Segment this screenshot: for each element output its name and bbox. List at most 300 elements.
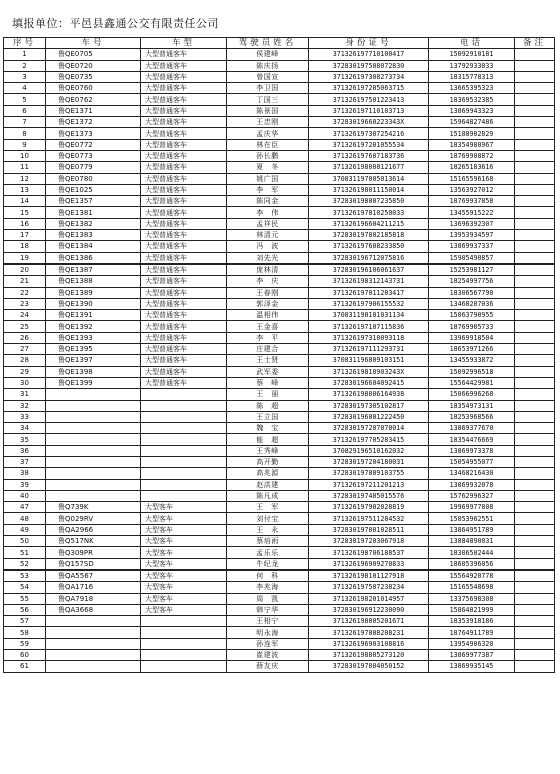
row-id-number: 372830196801222450	[309, 411, 429, 422]
row-remark	[515, 287, 555, 298]
row-phone: 18769905733	[429, 321, 515, 332]
row-phone: 13954906320	[429, 638, 515, 649]
row-driver-name: 孟祥民	[227, 218, 309, 229]
table-row	[4, 479, 555, 490]
row-id-number: 372830196712075816	[309, 252, 429, 264]
row-plate: 鲁Q739K	[46, 502, 141, 513]
row-phone: 18315778313	[429, 71, 515, 82]
row-plate	[46, 400, 141, 411]
table-row	[4, 423, 555, 434]
row-id-number: 371326197205063715	[309, 83, 429, 94]
row-phone: 13455933872	[429, 355, 515, 366]
row-vehicle-type: 大型普通客车	[141, 49, 227, 60]
row-id-number: 371326197110103713	[309, 105, 429, 116]
table-row	[4, 241, 555, 252]
row-remark	[515, 366, 555, 377]
row-plate	[46, 456, 141, 467]
row-id-number: 371326198005201671	[309, 616, 429, 627]
row-id-number: 371326197808208231	[309, 627, 429, 638]
row-vehicle-type	[141, 434, 227, 445]
row-vehicle-type	[141, 638, 227, 649]
row-id-number: 371326198312143731	[309, 276, 429, 287]
row-vehicle-type: 大型普通客车	[141, 60, 227, 71]
table-row	[4, 377, 555, 388]
row-driver-name: 侯建峰	[227, 49, 309, 60]
row-driver-name: 明永海	[227, 627, 309, 638]
row-vehicle-type: 大型普通客车	[141, 355, 227, 366]
row-remark	[515, 276, 555, 287]
row-remark	[515, 389, 555, 400]
row-vehicle-type	[141, 423, 227, 434]
row-seq: 14	[4, 196, 46, 207]
table-row	[4, 513, 555, 524]
row-driver-name: 李兆海	[227, 582, 309, 593]
row-remark	[515, 310, 555, 321]
table-row	[4, 582, 555, 593]
row-driver-name: 高开勤	[227, 456, 309, 467]
row-plate	[46, 490, 141, 501]
row-vehicle-type: 大型普通客车	[141, 321, 227, 332]
row-plate: 鲁QE1383	[46, 230, 141, 241]
row-driver-name: 王忠刚	[227, 117, 309, 128]
row-id-number: 37283019660223343X	[309, 117, 429, 128]
row-seq: 22	[4, 287, 46, 298]
row-seq: 26	[4, 332, 46, 343]
row-seq: 54	[4, 582, 46, 593]
row-phone: 13468216430	[429, 468, 515, 479]
row-driver-name: 高兆源	[227, 468, 309, 479]
row-remark	[515, 83, 555, 94]
header-driver-name: 驾驶员姓名	[227, 38, 309, 49]
row-driver-name: 郭泽金	[227, 298, 309, 309]
row-phone: 15564920778	[429, 570, 515, 582]
row-remark	[515, 411, 555, 422]
row-plate: 鲁QE1391	[46, 310, 141, 321]
row-seq: 11	[4, 162, 46, 173]
row-driver-name: 王 军	[227, 502, 309, 513]
row-seq: 39	[4, 479, 46, 490]
row-plate: 鲁QE0760	[46, 83, 141, 94]
row-driver-name: 陈凡成	[227, 490, 309, 501]
row-id-number: 371326196909270833	[309, 558, 429, 570]
table-row	[4, 310, 555, 321]
row-vehicle-type: 大型普通客车	[141, 252, 227, 264]
row-id-number: 371326197201055534	[309, 139, 429, 150]
row-vehicle-type: 大型客车	[141, 547, 227, 558]
row-phone: 15165596168	[429, 173, 515, 184]
row-seq: 20	[4, 264, 46, 276]
row-plate: 鲁QE1372	[46, 117, 141, 128]
row-driver-name: 孙长鹏	[227, 150, 309, 161]
row-phone: 18354973131	[429, 400, 515, 411]
row-driver-name: 孟乐乐	[227, 547, 309, 558]
table-row	[4, 321, 555, 332]
row-id-number: 371326198805273120	[309, 650, 429, 661]
row-driver-name: 韩宁华	[227, 604, 309, 615]
row-id-number: 371326196903108816	[309, 638, 429, 649]
row-seq: 21	[4, 276, 46, 287]
row-driver-name: 刘付宝	[227, 513, 309, 524]
row-id-number: 371326198011150014	[309, 184, 429, 195]
row-plate	[46, 389, 141, 400]
row-id-number: 372830197204180031	[309, 456, 429, 467]
row-vehicle-type: 大型普通客车	[141, 298, 227, 309]
row-vehicle-type	[141, 400, 227, 411]
row-remark	[515, 479, 555, 490]
row-driver-name: 陈庆扬	[227, 60, 309, 71]
row-seq: 31	[4, 389, 46, 400]
row-seq: 8	[4, 128, 46, 139]
row-phone: 13869943323	[429, 105, 515, 116]
row-phone: 13665395323	[429, 83, 515, 94]
row-seq: 4	[4, 83, 46, 94]
row-id-number: 371326198706188537	[309, 547, 429, 558]
row-remark	[515, 321, 555, 332]
row-plate: 鲁QE1399	[46, 377, 141, 388]
row-plate: 鲁QE0735	[46, 71, 141, 82]
row-phone: 18354476669	[429, 434, 515, 445]
row-phone: 18265183616	[429, 162, 515, 173]
row-id-number: 371326196604211215	[309, 218, 429, 229]
row-vehicle-type: 大型普通客车	[141, 287, 227, 298]
row-phone: 18353918186	[429, 616, 515, 627]
row-id-number: 371326197307254216	[309, 128, 429, 139]
row-phone: 15054955077	[429, 456, 515, 467]
header-plate: 车号	[46, 38, 141, 49]
row-phone: 15564429981	[429, 377, 515, 388]
row-id-number: 372830197004050152	[309, 661, 429, 672]
row-remark	[515, 593, 555, 604]
row-driver-name: 赵洪建	[227, 479, 309, 490]
row-remark	[515, 60, 555, 71]
row-id-number: 371326197705283415	[309, 434, 429, 445]
table-row	[4, 298, 555, 309]
table-row	[4, 128, 555, 139]
row-vehicle-type: 大型客车	[141, 536, 227, 547]
roster-table	[3, 37, 555, 673]
table-row	[4, 207, 555, 218]
row-driver-name: 夏 冬	[227, 162, 309, 173]
row-id-number: 371326197107115836	[309, 321, 429, 332]
row-remark	[515, 355, 555, 366]
row-seq: 16	[4, 218, 46, 229]
row-remark	[515, 490, 555, 501]
row-remark	[515, 627, 555, 638]
row-phone: 18605396056	[429, 558, 515, 570]
row-id-number: 371326197608233850	[309, 241, 429, 252]
row-seq: 57	[4, 616, 46, 627]
row-remark	[515, 650, 555, 661]
row-phone: 13864951789	[429, 524, 515, 535]
row-seq: 38	[4, 468, 46, 479]
row-id-number: 370831196809103151	[309, 355, 429, 366]
row-remark	[515, 150, 555, 161]
row-vehicle-type: 大型普通客车	[141, 162, 227, 173]
row-vehicle-type: 大型客车	[141, 558, 227, 570]
header-remark: 备注	[515, 38, 555, 49]
table-row	[4, 344, 555, 355]
row-plate	[46, 638, 141, 649]
row-id-number: 372830197508072830	[309, 60, 429, 71]
header-phone: 电话	[429, 38, 515, 49]
row-remark	[515, 638, 555, 649]
row-phone: 15188902829	[429, 128, 515, 139]
row-phone: 18253968566	[429, 411, 515, 422]
row-driver-name: 王金喜	[227, 321, 309, 332]
row-plate	[46, 411, 141, 422]
row-driver-name: 李 伟	[227, 207, 309, 218]
table-row	[4, 184, 555, 195]
row-phone: 15053962551	[429, 513, 515, 524]
table-row	[4, 445, 555, 456]
row-phone: 18369532385	[429, 94, 515, 105]
table-row	[4, 71, 555, 82]
table-row	[4, 252, 555, 264]
row-seq: 34	[4, 423, 46, 434]
row-vehicle-type: 大型普通客车	[141, 139, 227, 150]
row-id-number: 371326197111293731	[309, 344, 429, 355]
row-driver-name: 王立国	[227, 411, 309, 422]
row-phone: 18354980967	[429, 139, 515, 150]
row-id-number: 37132619810903243X	[309, 366, 429, 377]
row-vehicle-type: 大型客车	[141, 582, 227, 593]
table-row	[4, 661, 555, 672]
row-seq: 24	[4, 310, 46, 321]
row-vehicle-type: 大型普通客车	[141, 366, 227, 377]
row-remark	[515, 241, 555, 252]
row-phone: 13869937337	[429, 241, 515, 252]
row-driver-name: 林在臣	[227, 139, 309, 150]
row-id-number: 371326197501223413	[309, 94, 429, 105]
row-id-number: 372830197207070014	[309, 423, 429, 434]
row-vehicle-type: 大型普通客车	[141, 310, 227, 321]
row-id-number: 371326198008121677	[309, 162, 429, 173]
row-seq: 6	[4, 105, 46, 116]
row-remark	[515, 105, 555, 116]
row-driver-name: 薛友庆	[227, 661, 309, 672]
row-driver-name: 陈 超	[227, 400, 309, 411]
row-plate: 鲁QE1381	[46, 207, 141, 218]
row-seq: 51	[4, 547, 46, 558]
row-phone: 18653971266	[429, 344, 515, 355]
row-driver-name: 李 军	[227, 184, 309, 195]
table-row	[4, 196, 555, 207]
row-seq: 49	[4, 524, 46, 535]
table-row	[4, 502, 555, 513]
header-seq: 序号	[4, 38, 46, 49]
row-driver-name: 林清元	[227, 230, 309, 241]
row-driver-name: 能 超	[227, 434, 309, 445]
row-plate: 鲁QE0773	[46, 150, 141, 161]
row-remark	[515, 218, 555, 229]
row-id-number: 371326198101127918	[309, 570, 429, 582]
row-plate: 鲁QE1371	[46, 105, 141, 116]
row-plate	[46, 627, 141, 638]
row-seq: 13	[4, 184, 46, 195]
row-seq: 37	[4, 456, 46, 467]
row-vehicle-type	[141, 411, 227, 422]
row-remark	[515, 434, 555, 445]
row-driver-name: 陈同金	[227, 196, 309, 207]
row-id-number: 371326198006164938	[309, 389, 429, 400]
row-remark	[515, 423, 555, 434]
row-plate: 鲁QE1382	[46, 218, 141, 229]
row-phone: 15092910181	[429, 49, 515, 60]
row-id-number: 371326197607183736	[309, 150, 429, 161]
row-phone: 18769908872	[429, 150, 515, 161]
row-seq: 32	[4, 400, 46, 411]
row-seq: 35	[4, 434, 46, 445]
row-remark	[515, 117, 555, 128]
row-seq: 7	[4, 117, 46, 128]
row-driver-name: 崔建波	[227, 650, 309, 661]
row-id-number: 372830197802185818	[309, 230, 429, 241]
row-seq: 5	[4, 94, 46, 105]
row-vehicle-type: 大型普通客车	[141, 105, 227, 116]
row-plate: 鲁Q517NK	[46, 536, 141, 547]
row-seq: 55	[4, 593, 46, 604]
row-vehicle-type: 大型普通客车	[141, 196, 227, 207]
row-seq: 60	[4, 650, 46, 661]
row-seq: 47	[4, 502, 46, 513]
row-phone: 18769937858	[429, 196, 515, 207]
table-row	[4, 287, 555, 298]
row-phone: 15092996518	[429, 366, 515, 377]
row-plate	[46, 445, 141, 456]
row-phone: 15253981127	[429, 264, 515, 276]
table-row	[4, 150, 555, 161]
row-driver-name: 蔡 峰	[227, 377, 309, 388]
table-row	[4, 616, 555, 627]
row-vehicle-type: 大型普通客车	[141, 117, 227, 128]
row-driver-name: 周 凯	[227, 593, 309, 604]
header-id-number: 身份证号	[309, 38, 429, 49]
row-remark	[515, 344, 555, 355]
table-row	[4, 105, 555, 116]
row-vehicle-type	[141, 650, 227, 661]
row-id-number: 372830196604092415	[309, 377, 429, 388]
row-phone: 15905490857	[429, 252, 515, 264]
table-row	[4, 547, 555, 558]
row-vehicle-type: 大型普通客车	[141, 218, 227, 229]
row-remark	[515, 252, 555, 264]
row-plate: 鲁QA5567	[46, 570, 141, 582]
row-vehicle-type	[141, 479, 227, 490]
row-id-number: 371326197011203417	[309, 287, 429, 298]
row-seq: 52	[4, 558, 46, 570]
row-plate: 鲁QE1395	[46, 344, 141, 355]
row-seq: 59	[4, 638, 46, 649]
row-seq: 10	[4, 150, 46, 161]
header-vehicle-type: 车型	[141, 38, 227, 49]
table-row	[4, 524, 555, 535]
row-remark	[515, 128, 555, 139]
row-remark	[515, 162, 555, 173]
row-seq: 12	[4, 173, 46, 184]
row-plate: 鲁QE1373	[46, 128, 141, 139]
table-row	[4, 490, 555, 501]
table-row	[4, 411, 555, 422]
row-seq: 2	[4, 60, 46, 71]
table-row	[4, 49, 555, 60]
row-remark	[515, 264, 555, 276]
row-remark	[515, 173, 555, 184]
row-phone: 13869932078	[429, 479, 515, 490]
row-phone: 15964827486	[429, 117, 515, 128]
row-seq: 58	[4, 627, 46, 638]
row-remark	[515, 536, 555, 547]
row-remark	[515, 230, 555, 241]
row-remark	[515, 298, 555, 309]
row-seq: 18	[4, 241, 46, 252]
row-phone: 18254997756	[429, 276, 515, 287]
row-plate	[46, 468, 141, 479]
row-plate: 鲁QE0780	[46, 173, 141, 184]
row-id-number: 372830197203067918	[309, 536, 429, 547]
row-plate: 鲁QE0779	[46, 162, 141, 173]
row-remark	[515, 71, 555, 82]
row-driver-name: 王秀峰	[227, 445, 309, 456]
row-plate: 鲁QA2966	[46, 524, 141, 535]
row-id-number: 372830197305102817	[309, 400, 429, 411]
row-id-number: 371326197308273734	[309, 71, 429, 82]
table-row	[4, 264, 555, 276]
row-driver-name: 王相宁	[227, 616, 309, 627]
row-seq: 9	[4, 139, 46, 150]
row-id-number: 372830196912230090	[309, 604, 429, 615]
row-phone: 13869377670	[429, 423, 515, 434]
row-seq: 56	[4, 604, 46, 615]
row-seq: 19	[4, 252, 46, 264]
row-plate	[46, 434, 141, 445]
row-remark	[515, 604, 555, 615]
row-plate	[46, 650, 141, 661]
row-plate	[46, 423, 141, 434]
row-vehicle-type: 大型普通客车	[141, 332, 227, 343]
row-remark	[515, 332, 555, 343]
row-seq: 36	[4, 445, 46, 456]
row-vehicle-type: 大型客车	[141, 570, 227, 582]
table-row	[4, 117, 555, 128]
table-row	[4, 83, 555, 94]
row-plate: 鲁Q309PR	[46, 547, 141, 558]
row-driver-name: 蔡培雨	[227, 536, 309, 547]
table-row	[4, 558, 555, 570]
row-vehicle-type: 大型普通客车	[141, 377, 227, 388]
row-id-number: 370829196510162032	[309, 445, 429, 456]
table-row	[4, 536, 555, 547]
row-remark	[515, 196, 555, 207]
row-driver-name: 魏 宝	[227, 423, 309, 434]
row-id-number: 372830197405015576	[309, 490, 429, 501]
row-phone: 15066996268	[429, 389, 515, 400]
row-plate: 鲁QE0720	[46, 60, 141, 71]
row-vehicle-type: 大型客车	[141, 524, 227, 535]
row-vehicle-type: 大型客车	[141, 502, 227, 513]
row-driver-name: 冯 波	[227, 241, 309, 252]
row-plate: 鲁QE1389	[46, 287, 141, 298]
row-vehicle-type	[141, 456, 227, 467]
row-id-number: 371326197710100417	[309, 49, 429, 60]
table-row	[4, 332, 555, 343]
row-id-number: 371326197507238234	[309, 582, 429, 593]
row-id-number: 372830198807235850	[309, 196, 429, 207]
table-row	[4, 593, 555, 604]
row-vehicle-type	[141, 389, 227, 400]
row-plate: 鲁QE1384	[46, 241, 141, 252]
row-vehicle-type	[141, 616, 227, 627]
row-remark	[515, 570, 555, 582]
